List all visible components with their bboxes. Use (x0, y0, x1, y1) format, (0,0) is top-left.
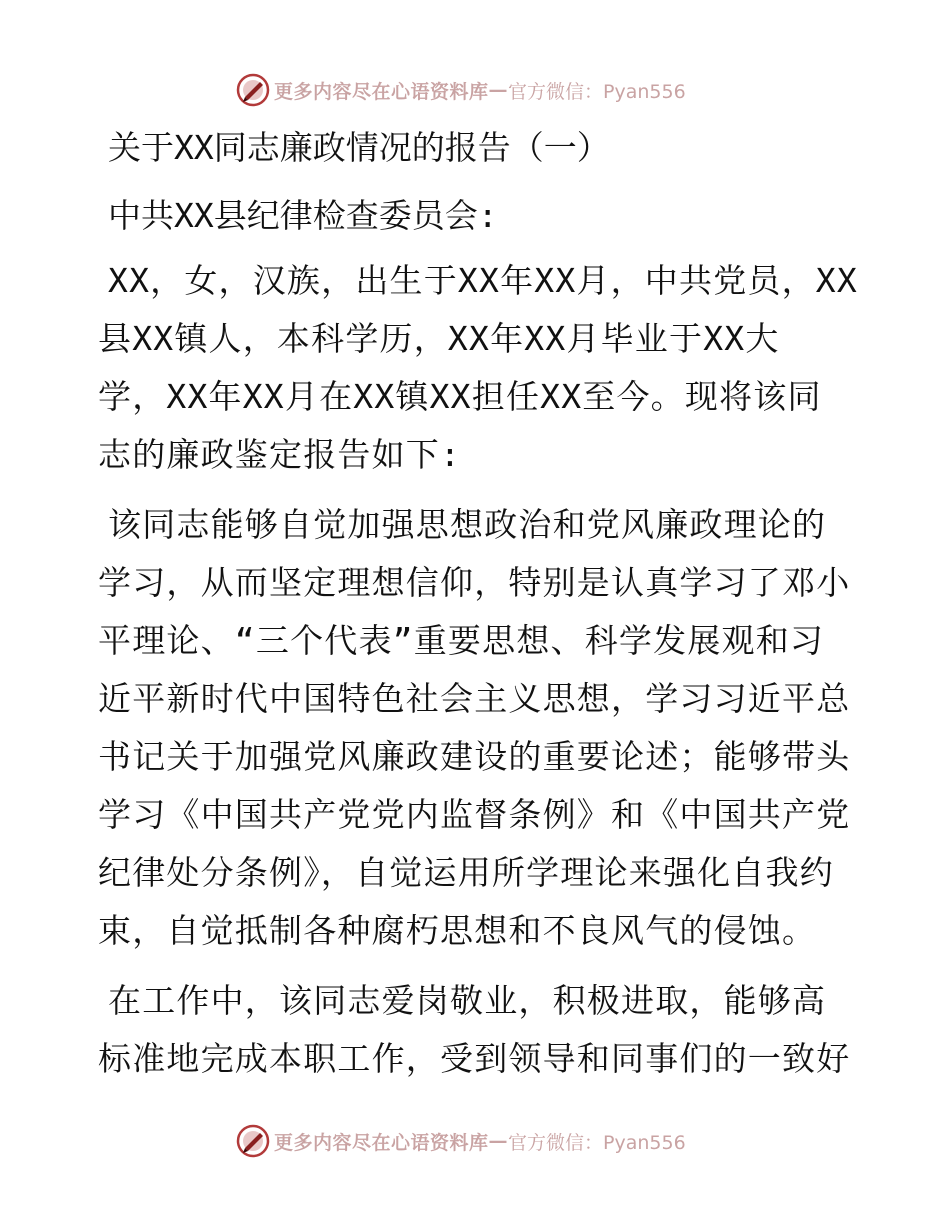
paragraph-line: 在工作中，该同志爱岗敬业，积极进取，能够高 (108, 981, 827, 1020)
paragraph-line: 标准地完成本职工作，受到领导和同事们的一致好 (98, 1039, 851, 1078)
document-salutation: 中共XX县纪律检查委员会: (108, 196, 498, 235)
watermark-brand-text: 更多内容尽在心语资料库 (274, 1131, 489, 1154)
paragraph-line: 学习，从而坚定理想信仰，特别是认真学习了邓小 (98, 563, 851, 602)
paragraph-line: 学，XX年XX月在XX镇XX担任XX至今。现将该同 (98, 377, 822, 416)
brand-logo-icon (236, 1124, 270, 1158)
paragraph-line: 志的廉政鉴定报告如下: (98, 435, 462, 474)
paragraph-line: 近平新时代中国特色社会主义思想，学习习近平总 (98, 679, 851, 718)
paragraph-line: 纪律处分条例》，自觉运用所学理论来强化自我约 (98, 853, 834, 892)
watermark-brand-text: 更多内容尽在心语资料库 (274, 80, 489, 103)
paragraph-2 (98, 496, 858, 960)
paragraph-line: 学习《中国共产党党内监督条例》和《中国共产党 (98, 795, 851, 834)
watermark-official-text: 官方微信：Pyan556 (508, 80, 686, 103)
watermark-footer (236, 1121, 686, 1161)
paragraph-line: XX，女，汉族，出生于XX年XX月，中共党员，XX (108, 261, 858, 300)
paragraph-line: 平理论、“三个代表”重要思想、科学发展观和习 (98, 621, 825, 660)
paragraph-line: 该同志能够自觉加强思想政治和党风廉政理论的 (108, 505, 827, 544)
brand-logo-icon (236, 73, 270, 107)
paragraph-line: 束，自觉抵制各种腐朽思想和不良风气的侵蚀。 (98, 911, 817, 950)
paragraph-1 (98, 252, 858, 484)
paragraph-line: 书记关于加强党风廉政建设的重要论述；能够带头 (98, 737, 851, 776)
paragraph-3 (98, 972, 858, 1088)
document-body (98, 120, 858, 1088)
watermark-official-text: 官方微信：Pyan556 (508, 1131, 686, 1154)
document-title: 关于XX同志廉政情况的报告（一） (108, 128, 610, 167)
watermark-header (236, 70, 686, 110)
watermark-dash: — (488, 79, 509, 101)
watermark-dash: — (488, 1130, 509, 1152)
paragraph-line: 县XX镇人，本科学历，XX年XX月毕业于XX大 (98, 319, 780, 358)
